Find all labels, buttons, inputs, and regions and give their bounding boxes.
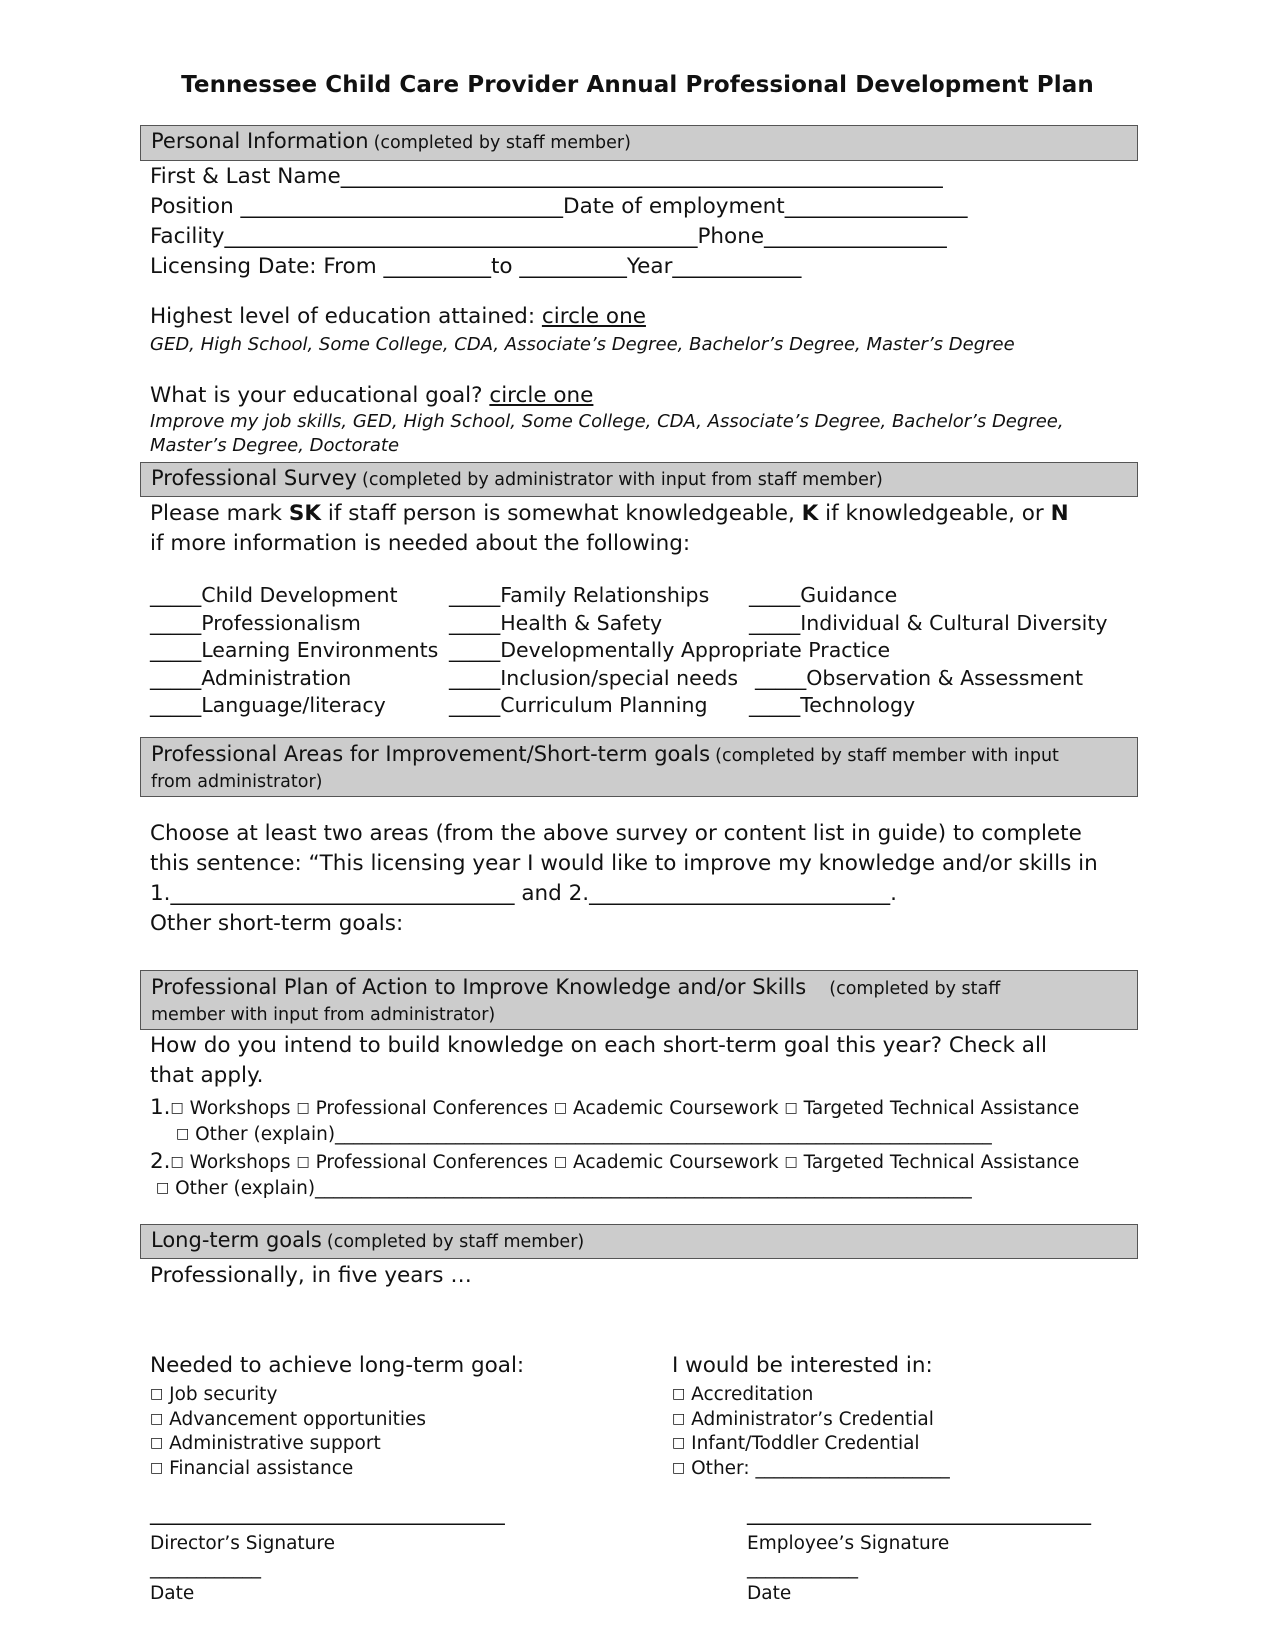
goal-1-option[interactable]: Targeted Technical Assistance bbox=[803, 1098, 1080, 1119]
survey-item[interactable]: _____Individual & Cultural Diversity bbox=[749, 610, 1108, 635]
plan-question-2: that apply. bbox=[150, 1063, 264, 1088]
needed-item[interactable] bbox=[150, 1455, 353, 1484]
checkbox-icon[interactable]: □ bbox=[176, 1126, 190, 1142]
licensing-field[interactable]: Licensing Date: From __________to __________Year____________ bbox=[150, 254, 802, 279]
interested-label: Administrator’s Credential bbox=[691, 1408, 934, 1430]
improvement-areas-field[interactable]: 1.________________________________ and 2.____________________________. bbox=[150, 881, 897, 906]
needed-label: Financial assistance bbox=[169, 1457, 354, 1479]
goal-1-number: 1. bbox=[150, 1095, 171, 1120]
instr-n: N bbox=[1050, 501, 1069, 526]
goal-2-other[interactable] bbox=[156, 1175, 972, 1204]
improvement-note-1: (completed by staff member with input bbox=[715, 746, 1059, 766]
goal-2-option[interactable]: Academic Coursework bbox=[573, 1152, 779, 1173]
education-question bbox=[150, 303, 646, 331]
survey-item[interactable]: _____Technology bbox=[749, 693, 916, 718]
checkbox-icon[interactable]: □ bbox=[672, 1459, 686, 1476]
survey-item[interactable]: _____Developmentally Appropriate Practice bbox=[449, 638, 891, 663]
improvement-title: Professional Areas for Improvement/Short-term goals bbox=[151, 742, 711, 766]
survey-item[interactable]: _____Learning Environments bbox=[150, 638, 439, 663]
survey-item[interactable]: _____Inclusion/special needs bbox=[449, 665, 739, 690]
goal-1-checkboxes[interactable] bbox=[171, 1098, 1086, 1119]
checkbox-icon[interactable]: □ bbox=[150, 1435, 164, 1451]
instr-part-a: Please mark bbox=[150, 501, 289, 526]
personal-info-header bbox=[140, 125, 1138, 161]
goal-1-other-field[interactable]: Other (explain)_______________________________________________________________________ bbox=[195, 1124, 992, 1145]
five-year-prompt[interactable]: Professionally, in five years … bbox=[150, 1263, 472, 1288]
goal-1-option[interactable]: Academic Coursework bbox=[573, 1098, 779, 1119]
instr-part-c: if knowledgeable, or bbox=[818, 501, 1051, 526]
director-date-line[interactable]: ____________ bbox=[150, 1558, 261, 1579]
director-signature-line[interactable]: _________________________________ bbox=[150, 1501, 505, 1526]
interested-label: Accreditation bbox=[691, 1384, 814, 1405]
plan-title: Professional Plan of Action to Improve Knowledge and/or Skills bbox=[151, 975, 807, 999]
goal-1-options bbox=[150, 1094, 1085, 1124]
survey-item[interactable]: _____Guidance bbox=[749, 583, 898, 607]
survey-item[interactable]: _____Language/literacy bbox=[150, 693, 386, 718]
checkbox-icon[interactable]: □ bbox=[784, 1100, 798, 1116]
director-signature-label: Director’s Signature bbox=[150, 1533, 335, 1554]
checkbox-icon[interactable]: □ bbox=[150, 1410, 164, 1427]
instr-k: K bbox=[801, 501, 819, 526]
director-date-label: Date bbox=[150, 1583, 195, 1604]
personal-info-note: (completed by staff member) bbox=[373, 133, 631, 153]
checkbox-icon[interactable]: □ bbox=[553, 1100, 568, 1116]
plan-note-2: member with input from administrator) bbox=[151, 1005, 496, 1025]
checkbox-icon[interactable]: □ bbox=[672, 1410, 686, 1427]
goal-question bbox=[150, 382, 593, 410]
page-title: Tennessee Child Care Provider Annual Professional Development Plan bbox=[181, 72, 1094, 98]
interested-item[interactable] bbox=[672, 1455, 950, 1484]
checkbox-icon[interactable]: □ bbox=[784, 1154, 798, 1170]
goal-2-option[interactable]: Targeted Technical Assistance bbox=[803, 1152, 1080, 1173]
other-short-term-goals[interactable]: Other short-term goals: bbox=[150, 911, 404, 936]
plan-note-1: (completed by staff bbox=[829, 979, 1001, 999]
education-label: Highest level of education attained: bbox=[150, 304, 542, 329]
goal-1-option[interactable]: Professional Conferences bbox=[315, 1098, 548, 1119]
improvement-line-1: Choose at least two areas (from the above survey or content list in guide) to complete bbox=[150, 821, 1082, 846]
checkbox-icon[interactable]: □ bbox=[296, 1154, 310, 1170]
goal-2-other-field[interactable]: Other (explain)_______________________________________________________________________ bbox=[175, 1178, 972, 1199]
instr-sk: SK bbox=[288, 501, 322, 526]
checkbox-icon[interactable]: □ bbox=[170, 1154, 184, 1170]
goal-label: What is your educational goal? bbox=[150, 383, 490, 408]
checkbox-icon[interactable]: □ bbox=[672, 1386, 686, 1402]
improvement-line-2: this sentence: “This licensing year I would like to improve my knowledge and/or skills in bbox=[150, 851, 1098, 876]
survey-item[interactable]: _____Administration bbox=[150, 665, 352, 690]
checkbox-icon[interactable]: □ bbox=[553, 1154, 568, 1170]
survey-item[interactable]: _____Child Development bbox=[150, 583, 398, 607]
checkbox-icon[interactable]: □ bbox=[170, 1100, 184, 1116]
name-field[interactable]: First & Last Name________________________________________________________ bbox=[150, 164, 943, 189]
employee-date-line[interactable]: ____________ bbox=[747, 1558, 858, 1579]
instr-part-b: if staff person is somewhat knowledgeable, bbox=[321, 501, 802, 526]
education-options[interactable]: GED, High School, Some College, CDA, Associate’s Degree, Bachelor’s Degree, Master’s Degree bbox=[150, 334, 1015, 355]
survey-instructions-2: if more information is needed about the following: bbox=[150, 531, 691, 556]
longterm-title: Long-term goals bbox=[151, 1228, 322, 1252]
goal-circle-note: circle one bbox=[489, 383, 594, 408]
interested-label: I would be interested in: bbox=[672, 1353, 933, 1378]
improvement-header bbox=[140, 737, 1138, 797]
longterm-header bbox=[140, 1224, 1138, 1259]
longterm-note: (completed by staff member) bbox=[326, 1232, 585, 1252]
goal-2-checkboxes[interactable] bbox=[171, 1152, 1086, 1173]
goal-2-options bbox=[150, 1148, 1085, 1178]
checkbox-icon[interactable]: □ bbox=[156, 1180, 170, 1196]
survey-item[interactable]: _____Health & Safety bbox=[449, 610, 663, 635]
education-circle-note: circle one bbox=[541, 304, 646, 329]
goal-1-option[interactable]: Workshops bbox=[189, 1098, 291, 1119]
survey-title: Professional Survey bbox=[151, 466, 357, 490]
goal-1-other[interactable] bbox=[176, 1121, 992, 1150]
improvement-note-2: from administrator) bbox=[151, 772, 323, 792]
goal-options-2[interactable]: Master’s Degree, Doctorate bbox=[150, 435, 400, 456]
needed-label: Needed to achieve long-term goal: bbox=[150, 1353, 525, 1378]
employee-signature-line[interactable]: ________________________________ bbox=[747, 1501, 1091, 1526]
personal-info-title: Personal Information bbox=[151, 129, 369, 153]
interested-label: Infant/Toddler Credential bbox=[691, 1433, 920, 1454]
checkbox-icon[interactable]: □ bbox=[150, 1459, 164, 1476]
survey-item[interactable]: _____Observation & Assessment bbox=[755, 665, 1084, 690]
employee-date-label: Date bbox=[747, 1583, 792, 1604]
employee-signature-label: Employee’s Signature bbox=[747, 1533, 950, 1554]
checkbox-icon[interactable]: □ bbox=[296, 1100, 310, 1116]
goal-options-1[interactable]: Improve my job skills, GED, High School, Some College, CDA, Associate’s Degree, Bachelor’s Degree, bbox=[150, 411, 1064, 432]
needed-label: Advancement opportunities bbox=[169, 1408, 427, 1430]
facility-field[interactable]: Facility____________________________________________Phone_________________ bbox=[150, 224, 947, 249]
survey-header bbox=[140, 462, 1138, 497]
needed-label: Administrative support bbox=[169, 1433, 381, 1454]
survey-item[interactable]: _____Professionalism bbox=[150, 610, 361, 635]
goal-2-number: 2. bbox=[150, 1149, 171, 1174]
position-field[interactable]: Position ______________________________Date of employment_________________ bbox=[150, 194, 968, 219]
survey-item[interactable]: _____Curriculum Planning bbox=[449, 693, 708, 718]
interested-label: Other: _____________________ bbox=[691, 1457, 950, 1479]
plan-question-1: How do you intend to build knowledge on each short-term goal this year? Check all bbox=[150, 1033, 1047, 1058]
needed-label: Job security bbox=[169, 1384, 278, 1405]
goal-2-option[interactable]: Workshops bbox=[189, 1152, 291, 1173]
checkbox-icon[interactable]: □ bbox=[672, 1435, 686, 1451]
goal-2-option[interactable]: Professional Conferences bbox=[315, 1152, 548, 1173]
survey-item[interactable]: _____Family Relationships bbox=[449, 583, 710, 607]
survey-instructions bbox=[150, 500, 1069, 528]
checkbox-icon[interactable]: □ bbox=[150, 1386, 164, 1402]
plan-header bbox=[140, 970, 1138, 1030]
survey-note: (completed by administrator with input from staff member) bbox=[362, 470, 883, 490]
